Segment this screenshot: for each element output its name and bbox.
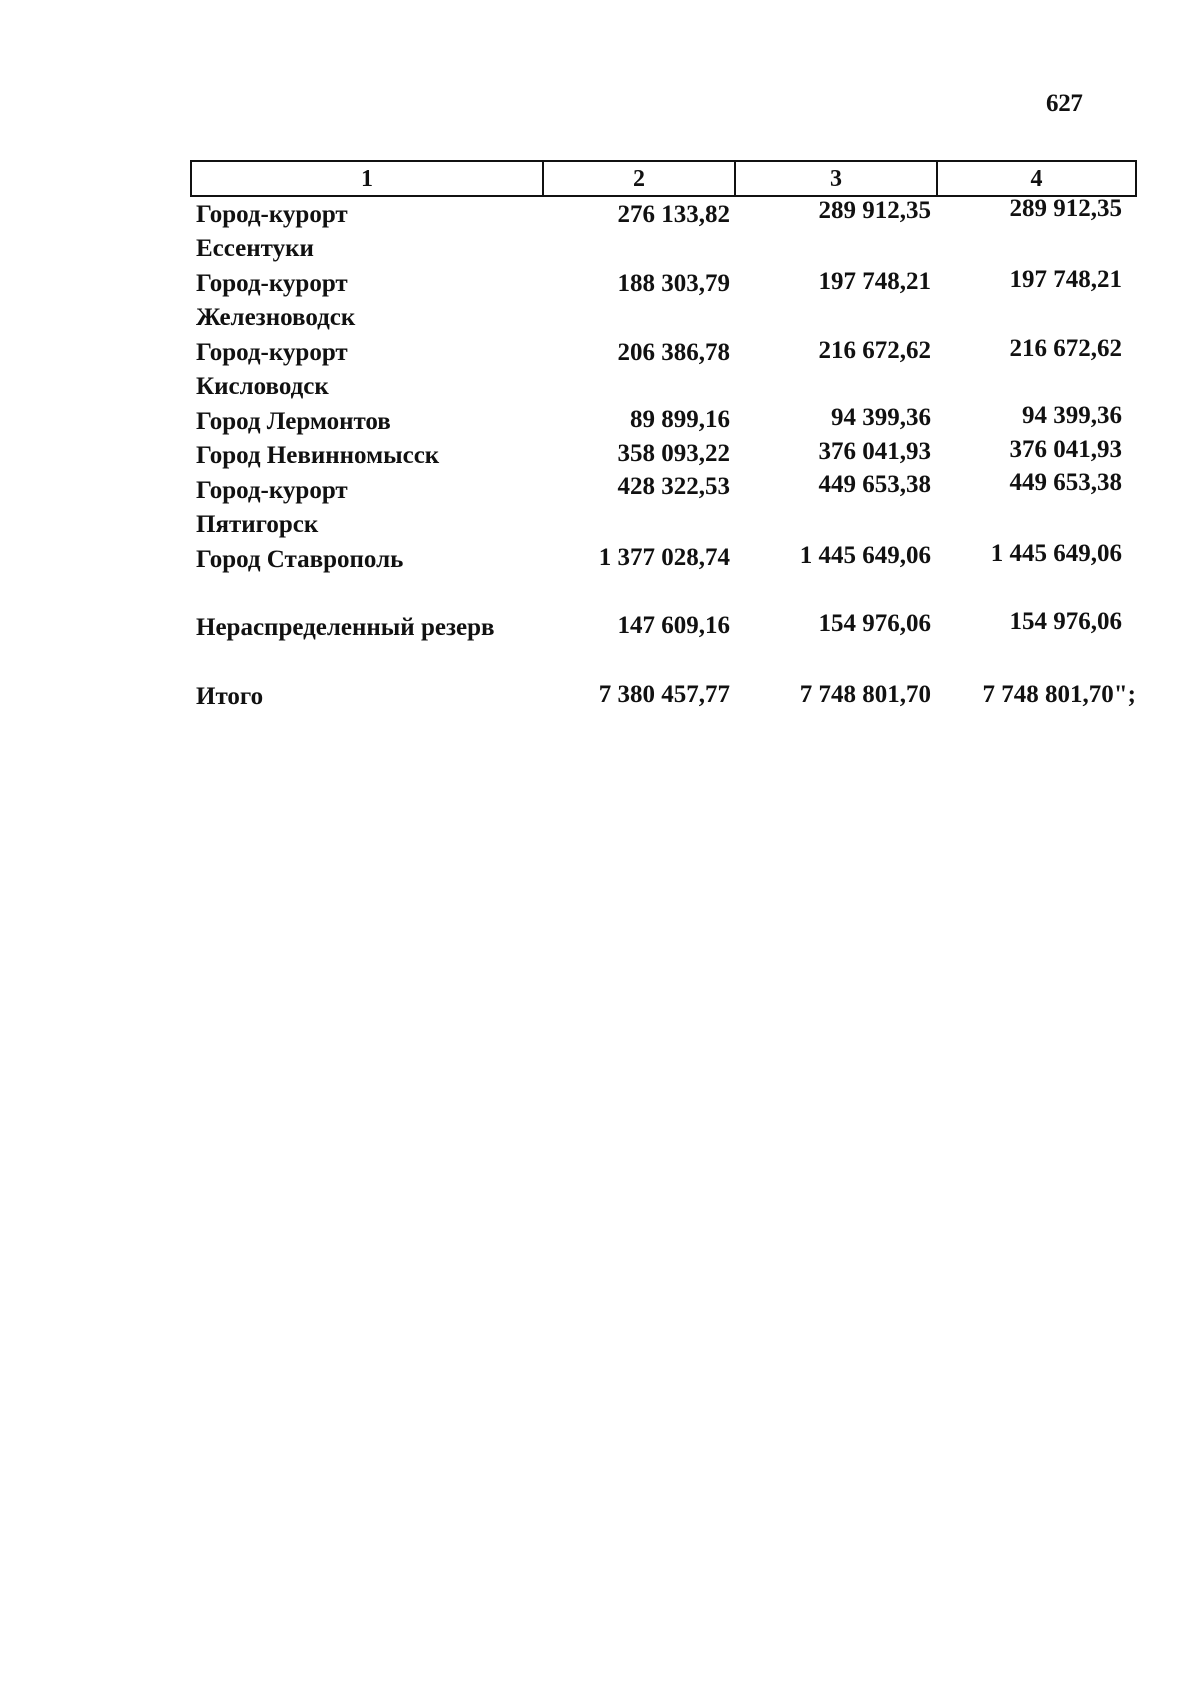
- table-row: [196, 436, 1136, 472]
- table-row: [196, 608, 1136, 644]
- row-value-col4: 7 748 801,70";: [982, 681, 1136, 708]
- row-name: Кисловодск: [196, 373, 329, 400]
- row-value-col3: 94 399,36: [831, 404, 931, 431]
- row-name: Город-курорт: [196, 339, 348, 366]
- row-value-col4: 154 976,06: [1009, 608, 1122, 635]
- row-value-col3: 7 748 801,70: [799, 681, 931, 708]
- table-header-row: [190, 160, 1137, 197]
- row-name: Город Невинномысск: [196, 442, 440, 469]
- row-name: Итого: [196, 683, 264, 710]
- header-cell-1: 1: [192, 162, 544, 195]
- row-value-col4: 94 399,36: [1022, 402, 1122, 429]
- row-value-col2: 89 899,16: [630, 406, 730, 433]
- row-value-col2: 147 609,16: [617, 612, 730, 639]
- table-row: [196, 337, 1136, 369]
- row-name: Ессентуки: [196, 235, 314, 262]
- table-row: [196, 233, 1136, 265]
- row-value-col3: 289 912,35: [818, 197, 931, 224]
- row-value-col4: 216 672,62: [1009, 335, 1122, 362]
- row-name: Город-курорт: [196, 477, 348, 504]
- row-value-col2: 358 093,22: [617, 440, 730, 467]
- row-value-col4: 449 653,38: [1009, 469, 1122, 496]
- row-value-col4: 289 912,35: [1009, 195, 1122, 222]
- table-row: [196, 195, 1136, 231]
- row-name: Город Лермонтов: [196, 408, 391, 435]
- row-value-col2: 1 377 028,74: [598, 544, 730, 571]
- row-value-col3: 1 445 649,06: [799, 542, 931, 569]
- row-value-col2: 206 386,78: [617, 339, 730, 366]
- row-value-col3: 216 672,62: [818, 337, 931, 364]
- row-value-col3: 197 748,21: [818, 268, 931, 295]
- table-row: [196, 268, 1136, 300]
- row-name: Город-курорт: [196, 270, 348, 297]
- row-name: Город-курорт: [196, 201, 348, 228]
- row-value-col4: 1 445 649,06: [990, 540, 1122, 567]
- table-row: [196, 540, 1136, 576]
- row-name: Железноводск: [196, 304, 356, 331]
- row-name: Пятигорск: [196, 511, 319, 538]
- table-row: [196, 302, 1136, 334]
- row-value-col4: 197 748,21: [1009, 266, 1122, 293]
- row-value-col2: 188 303,79: [617, 270, 730, 297]
- table-row: [196, 469, 1136, 507]
- header-cell-3: 3: [736, 162, 938, 195]
- row-value-col2: 276 133,82: [617, 201, 730, 228]
- row-name: Город Ставрополь: [196, 546, 404, 573]
- header-cell-2: 2: [544, 162, 736, 195]
- page-number: 627: [1046, 90, 1083, 117]
- row-value-col3: 154 976,06: [818, 610, 931, 637]
- row-value-col3: 376 041,93: [818, 438, 931, 465]
- table-row: [196, 402, 1136, 438]
- row-value-col4: 376 041,93: [1009, 436, 1122, 463]
- table-row: [196, 371, 1136, 403]
- table-row: [196, 509, 1136, 541]
- row-value-col2: 7 380 457,77: [598, 681, 730, 708]
- row-value-col2: 428 322,53: [617, 473, 730, 500]
- row-name: Нераспределенный резерв: [196, 614, 495, 641]
- header-cell-4: 4: [1030, 165, 1043, 192]
- table-row-total: [196, 681, 1136, 713]
- row-value-col3: 449 653,38: [818, 471, 931, 498]
